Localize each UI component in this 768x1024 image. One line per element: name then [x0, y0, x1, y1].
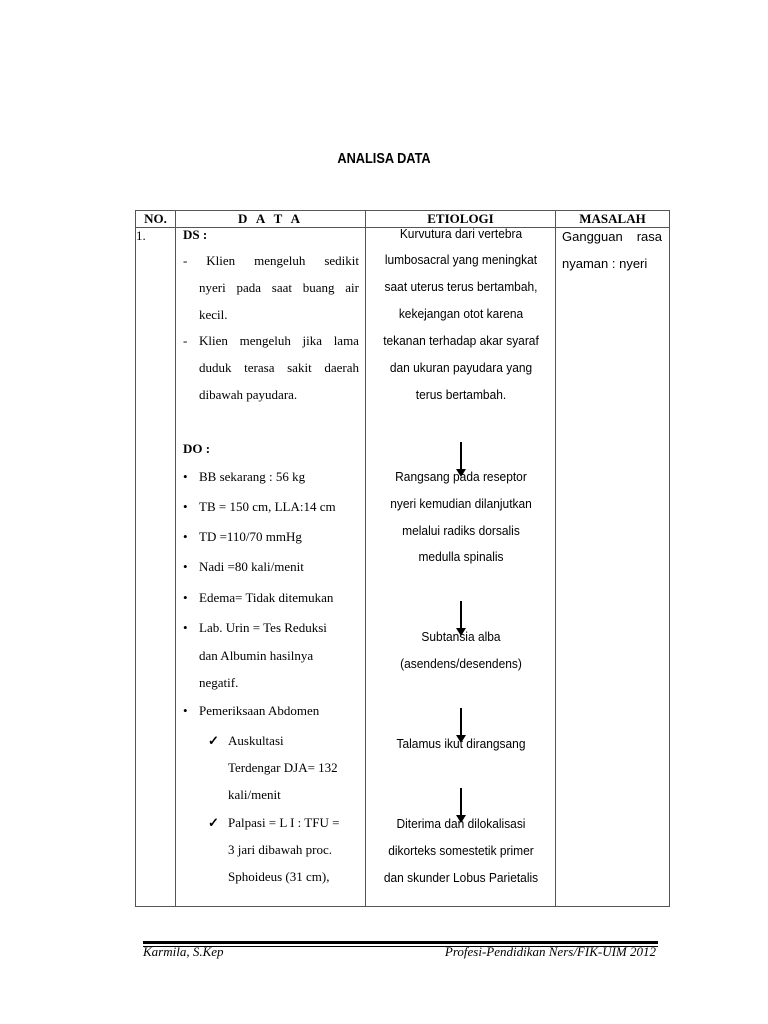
masalah-line-2: nyaman : nyeri [562, 256, 648, 271]
do-item-td: • TD =110/70 mmHg [199, 528, 302, 546]
ds-item-1-line-2: nyeri pada saat buang air [199, 280, 359, 295]
down-arrow-icon [460, 788, 462, 816]
down-arrow-icon [460, 442, 462, 470]
etiologi-line: dan ukuran payudara yang [389, 360, 533, 375]
etiologi-line: Kurvutura dari vertebra [399, 226, 523, 241]
etiologi-line: dikorteks somestetik primer [388, 843, 534, 858]
analysis-table [135, 210, 670, 907]
header-masalah: MASALAH [556, 211, 670, 228]
etiologi-line: Talamus ikut dirangsang [396, 736, 526, 751]
header-etiologi: ETIOLOGI [366, 211, 556, 228]
etiologi-line: Diterima dan dilokalisasi [396, 816, 526, 831]
do-item-nadi: • Nadi =80 kali/menit [199, 558, 304, 576]
etiologi-line: terus bertambah. [415, 387, 507, 402]
etiologi-line: nyeri kemudian dilanjutkan [390, 496, 532, 511]
ds-item-2-line-3: dibawah payudara. [199, 387, 298, 402]
header-no: NO. [136, 211, 176, 228]
do-item-lab-urin-line-3: negatif. [199, 675, 239, 690]
ds-item-1-line-3: kecil. [199, 307, 228, 322]
check-item-palpasi: ✓ Palpasi = L I : TFU = [228, 814, 339, 832]
masalah-cell [556, 228, 670, 907]
masalah-text [562, 223, 662, 277]
ds-label: DS : [183, 227, 208, 242]
etiologi-line: dan skunder Lobus Parietalis [383, 870, 539, 885]
row-number: 1. [136, 228, 176, 907]
masalah-line-1: Gangguan rasa [562, 229, 662, 244]
down-arrow-icon [460, 708, 462, 736]
table-row [136, 228, 670, 907]
do-item-lab-urin-line-2: dan Albumin hasilnya [199, 648, 314, 663]
data-cell [176, 228, 366, 907]
check-item-auskultasi-line-3: kali/menit [228, 787, 281, 802]
etiologi-line: kekejangan otot karena [398, 306, 524, 321]
do-item-edema: • Edema= Tidak ditemukan [199, 589, 333, 607]
ds-item-2-line-2: duduk terasa sakit daerah [199, 360, 359, 375]
etiologi-line: tekanan terhadap akar syaraf [383, 333, 539, 348]
check-item-auskultasi: ✓ Auskultasi [228, 732, 284, 750]
do-item-tb: • TB = 150 cm, LLA:14 cm [199, 498, 336, 516]
do-item-abdomen: • Pemeriksaan Abdomen [199, 702, 319, 720]
etiologi-cell [366, 228, 556, 907]
ds-item-2-line-1: - Klien mengeluh jika lama [183, 333, 359, 348]
do-label: DO : [183, 441, 211, 456]
page-title: ANALISA DATA [337, 150, 431, 167]
etiologi-line: Subtansia alba [421, 629, 501, 644]
etiologi-line: (asendens/desendens) [400, 656, 522, 671]
etiologi-line: Rangsang pada reseptor [395, 469, 527, 484]
down-arrow-icon [460, 601, 462, 629]
do-item-lab-urin: • Lab. Urin = Tes Reduksi [199, 619, 327, 637]
do-item-bb: • BB sekarang : 56 kg [199, 468, 305, 486]
etiologi-line: saat uterus terus bertambah, [384, 279, 538, 294]
footer-institution: Profesi-Pendidikan Ners/FIK-UIM 2012 [444, 944, 656, 959]
header-data: D A T A [176, 211, 366, 228]
footer-author: Karmila, S.Kep [143, 944, 224, 959]
check-item-palpasi-line-3: Sphoideus (31 cm), [228, 869, 330, 884]
etiologi-line: medulla spinalis [418, 549, 504, 564]
ds-item-1-line-1: - Klien mengeluh sedikit [183, 253, 359, 268]
check-item-palpasi-line-2: 3 jari dibawah proc. [228, 842, 332, 857]
etiologi-line: melalui radiks dorsalis [402, 523, 520, 538]
etiologi-line: lumbosacral yang meningkat [384, 252, 538, 267]
check-item-auskultasi-line-2: Terdengar DJA= 132 [228, 760, 338, 775]
